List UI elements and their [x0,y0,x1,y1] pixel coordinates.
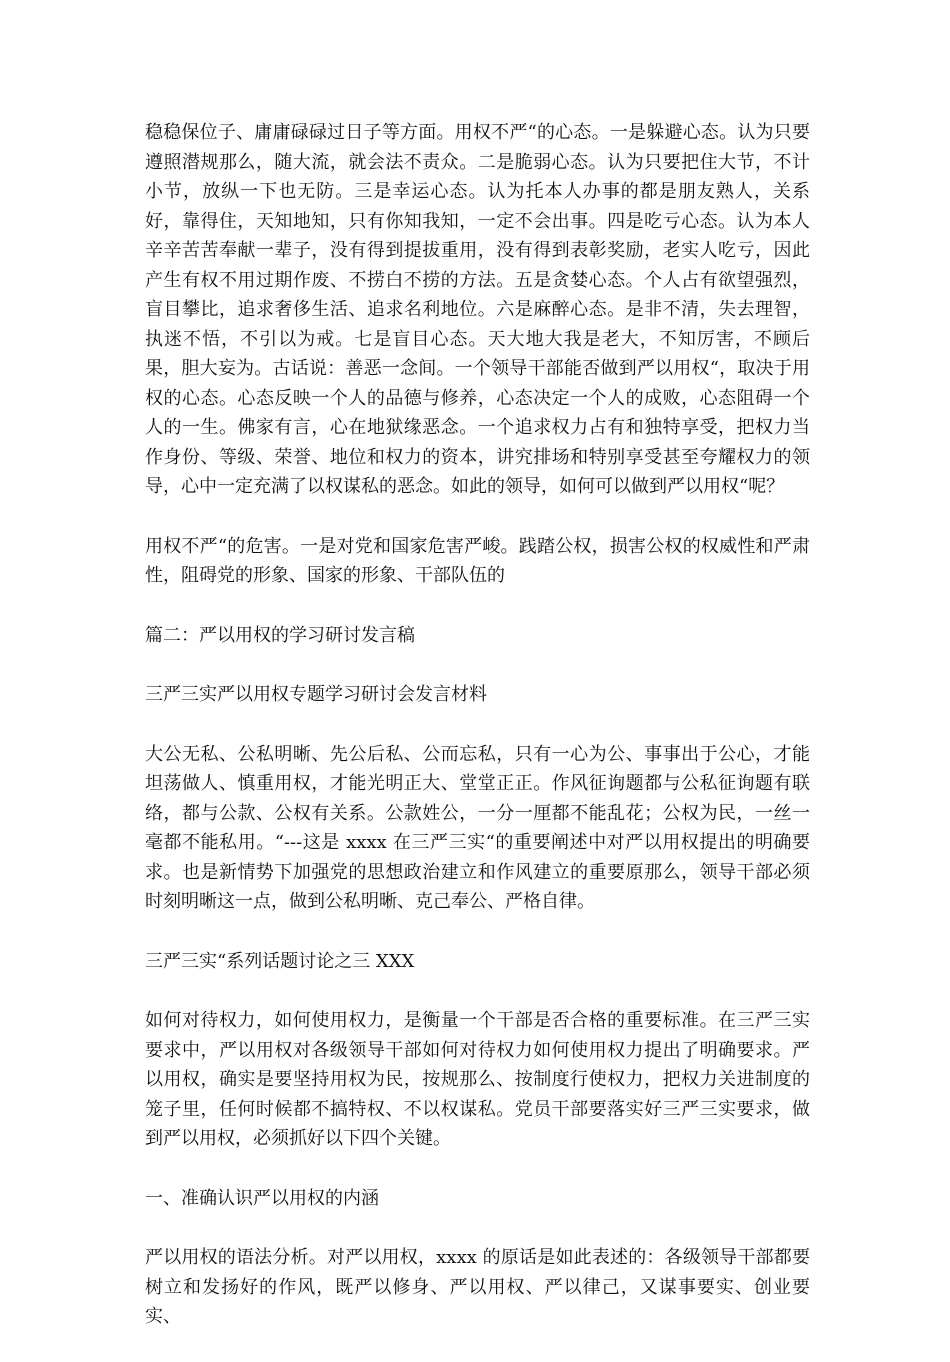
section-heading-part-two: 篇二：严以用权的学习研讨发言稿 [145,624,415,646]
section-subheading-materials: 三严三实严以用权专题学习研讨会发言材料 [145,684,487,705]
paragraph-power-usage: 如何对待权力，如何使用权力，是衡量一个干部是否合格的重要标准。在三严三实要求中，严以用权对各级领导干部如何对待权力如何使用权力提出了明确要求。严以用权，确实是要坚持用权为民，按规那么、按制度行使权力，把权力关进制度的笼子里，任何时候都不搞特权、不以权谋私。党员干部要落实好三严三实要求，做到严以用权，必须抓好以下四个关键。 [145,1010,810,1149]
section-heading-topic-three: 三严三实“系列话题讨论之三 XXX [145,950,415,972]
document-page [145,118,810,1362]
paragraph-public-private: 大公无私、公私明晰、先公后私、公而忘私，只有一心为公、事事出于公心，才能坦荡做人、慎重用权，才能光明正大、堂堂正正。作风征询题都与公私征询题有联络，都与公款、公权有关系。公款姓公，一分一厘都不能乱花；公权为民，一丝一毫都不能私用。“---这是 xxxx 在三严三实“的重要阐述中对严以用权提出的明确要求。也是新情势下加强党的思想政治建立和作风建立的重要原那么，领导干部必须时刻明晰这一点，做到公私明晰、克己奉公、严格自律。 [145,743,810,912]
paragraph-grammar-analysis: 严以用权的语法分析。对严以用权，xxxx 的原话是如此表述的：各级领导干部都要树立和发扬好的作风，既严以修身、严以用权、严以律己，又谋事要实、创业要实、 [145,1247,810,1327]
paragraph-mindset: 稳稳保位子、庸庸碌碌过日子等方面。用权不严“的心态。一是躲避心态。认为只要遵照潜规那么，随大流，就会法不责众。二是脆弱心态。认为只要把住大节，不计小节，放纵一下也无防。三是幸运心态。认为托本人办事的都是朋友熟人，关系好，靠得住，天知地知，只有你知我知，一定不会出事。四是吃亏心态。认为本人辛辛苦苦奉献一辈子，没有得到提拔重用，没有得到表彰奖励，老实人吃亏，因此产生有权不用过期作废、不捞白不捞的方法。五是贪婪心态。个人占有欲望强烈，盲目攀比，追求奢侈生活、追求名利地位。六是麻醉心态。是非不清，失去理智，执迷不悟，不引以为戒。七是盲目心态。天大地大我是老大，不知厉害，不顾后果，胆大妄为。古话说：善恶一念间。一个领导干部能否做到严以用权“，取决于用权的心态。心态反映一个人的品德与修养，心态决定一个人的成败，心态阻碍一个人的一生。佛家有言，心在地狱缘恶念。一个追求权力占有和独特享受，把权力当作身份、等级、荣誉、地位和权力的资本，讲究排场和特别享受甚至夸耀权力的领导，心中一定充满了以权谋私的恶念。如此的领导，如何可以做到严以用权“呢？ [145,122,810,497]
section-heading-understanding: 一、准确认识严以用权的内涵 [145,1187,379,1209]
paragraph-harm: 用权不严“的危害。一是对党和国家危害严峻。践踏公权，损害公权的权威性和严肃性，阻碍党的形象、国家的形象、干部队伍的 [145,535,810,586]
